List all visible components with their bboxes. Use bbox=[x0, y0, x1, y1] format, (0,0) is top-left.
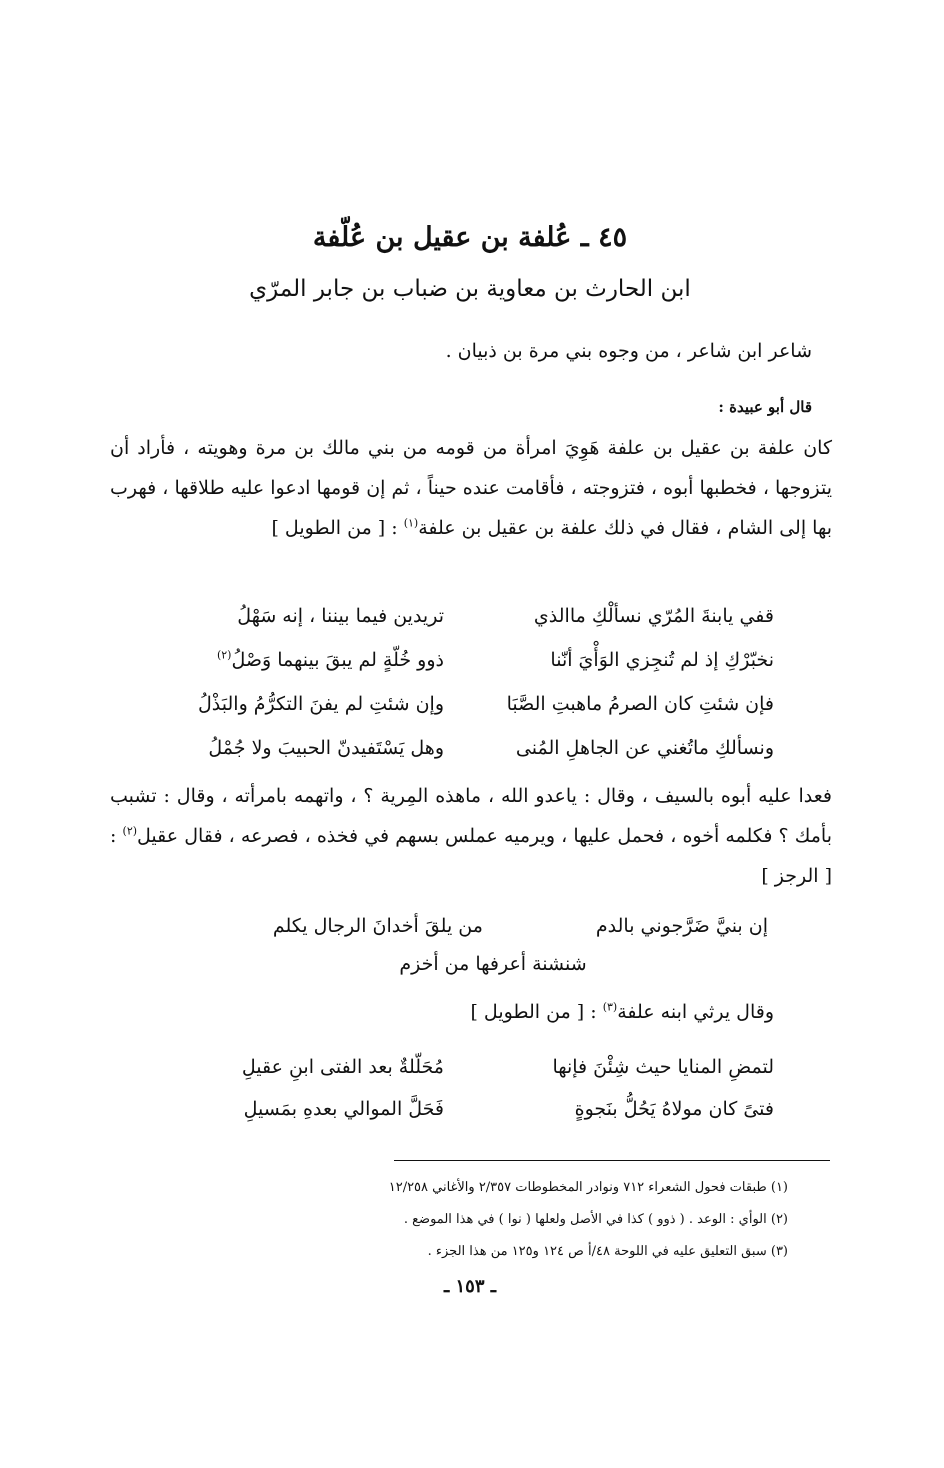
poem-1 bbox=[144, 594, 774, 770]
verse-row bbox=[144, 638, 774, 682]
verse-row bbox=[188, 906, 768, 946]
footnote-2: (٢) الوأي : الوعد . ( ذوو ) كذا في الأصل ولعلها ( نوا ) في هذا الموضع . bbox=[403, 1212, 788, 1227]
verse-second-hemistich: تريدين فيما بيننا ، إنه سَهْلُ bbox=[237, 605, 444, 627]
verse-row bbox=[144, 682, 774, 726]
verse-second-hemistich bbox=[144, 649, 444, 671]
footnote-ref: (١) bbox=[403, 516, 419, 530]
verse-row bbox=[144, 726, 774, 770]
meter-label: : [ الرجز ] bbox=[110, 825, 832, 887]
poem-3 bbox=[144, 1046, 774, 1130]
footnote-ref: (٢) bbox=[216, 648, 232, 662]
verse-first-hemistich: فإن شئتِ كان الصرمُ ماهبتِ الصَّبَا bbox=[506, 693, 774, 715]
narrative-line-3 bbox=[470, 1001, 774, 1023]
verse-first-hemistich: نخبّرْكِ إذ لم تُنجِزي الوَأْيَ أنّنا bbox=[550, 649, 774, 671]
footnote-3: (٣) سبق التعليق عليه في اللوحة ٤٨/أ ص ١٢٤ و١٢٥ من هذا الجزء . bbox=[427, 1244, 788, 1259]
footnote-divider bbox=[394, 1160, 830, 1161]
verse-second-hemistich: وهل يَسْتَفيدنّ الحبيبَ ولا جُمْلُ bbox=[208, 737, 444, 759]
verse-first-hemistich: إن بنيَّ ضَرَّجوني بالدم bbox=[595, 915, 768, 937]
intro-line: شاعر ابن شاعر ، من وجوه بني مرة بن ذبيان . bbox=[445, 340, 812, 362]
narrative-text: كان علفة بن عقيل بن علفة هَوِيَ امرأة من قومه من بني مالك بن مرة وهويته ، فأراد أن يتزوجها ، فخطبها أبوه ، فتزوجته ، فأقامت عنده حيناً ، ثم إن قومها ادعوا عليه طلاقها ، فهرب بها إلى الشام ، فقال في ذلك علفة بن عقيل بن علفة bbox=[110, 437, 832, 539]
verse-first-hemistich: ونسألكِ ماتُغني عن الجاهلِ المُنى bbox=[515, 737, 774, 759]
verse-row bbox=[144, 1046, 774, 1088]
meter-label: : [ من الطويل ] bbox=[470, 1001, 603, 1023]
verse-first-hemistich: قفي يابنةَ المُرّي نسألْكِ ماالذي bbox=[533, 605, 774, 627]
narrative-paragraph-2 bbox=[110, 776, 832, 896]
meter-label: : [ من الطويل ] bbox=[271, 517, 404, 539]
footnote-ref: (٢) bbox=[122, 824, 138, 838]
verse-first-hemistich: لتمضِ المنايا حيث شِئْنَ فإنها bbox=[552, 1056, 774, 1078]
verse-row bbox=[144, 594, 774, 638]
verse-second-hemistich: مُحَلّلةٌ بعد الفتى ابنِ عقيلِ bbox=[241, 1056, 444, 1078]
narrative-text: وقال يرثي ابنه علفة bbox=[617, 1001, 774, 1023]
narrative-paragraph-1 bbox=[110, 428, 832, 548]
footnote-1: (١) طبقات فحول الشعراء ٧١٢ ونوادر المخطوطات ٢/٣٥٧ والأغاني ١٢/٢٥٨ bbox=[388, 1180, 788, 1195]
verse-second-hemistich: من يلقَ أخدانَ الرجال يكلم bbox=[272, 915, 483, 937]
page-number: ـ ١٥٣ ـ bbox=[443, 1276, 497, 1297]
narrative-text: فعدا عليه أبوه بالسيف ، وقال : ياعدو الله ، ماهذه المِرية ؟ ، واتهمه بامرأته ، وقال : تشبب بأمك ؟ فكلمه أخوه ، فحمل عليها ، ويرميه عملس بسهم في فخذه ، فصرعه ، فقال عقيل bbox=[110, 785, 832, 847]
verse-first-hemistich: فتىً كان مولاهُ يَحُلُّ بنَجوةٍ bbox=[574, 1098, 774, 1120]
chapter-title: ٤٥ ـ عُلفة بن عقيل بن عُلّفة bbox=[312, 222, 628, 253]
footnote-ref: (٣) bbox=[602, 1000, 618, 1014]
source-label: قال أبو عبيدة : bbox=[718, 398, 812, 416]
verse-row bbox=[144, 1088, 774, 1130]
verse-text: ذوو خُلّةٍ لم يبقَ بينهما وَصْلُ bbox=[231, 649, 444, 671]
footnotes bbox=[389, 1172, 788, 1268]
verse-second-hemistich: فَحَلَّ الموالي بعدهِ بمَسيلِ bbox=[243, 1098, 444, 1120]
chapter-subtitle: ابن الحارث بن معاوية بن ضباب بن جابر المرّي bbox=[249, 276, 691, 302]
poem-2 bbox=[188, 906, 768, 982]
verse-tail-line: شنشنة أعرفها من أخزم bbox=[399, 953, 587, 975]
verse-second-hemistich: وإن شئتِ لم يفنَ التكرُّمُ والبَذْلُ bbox=[197, 693, 444, 715]
